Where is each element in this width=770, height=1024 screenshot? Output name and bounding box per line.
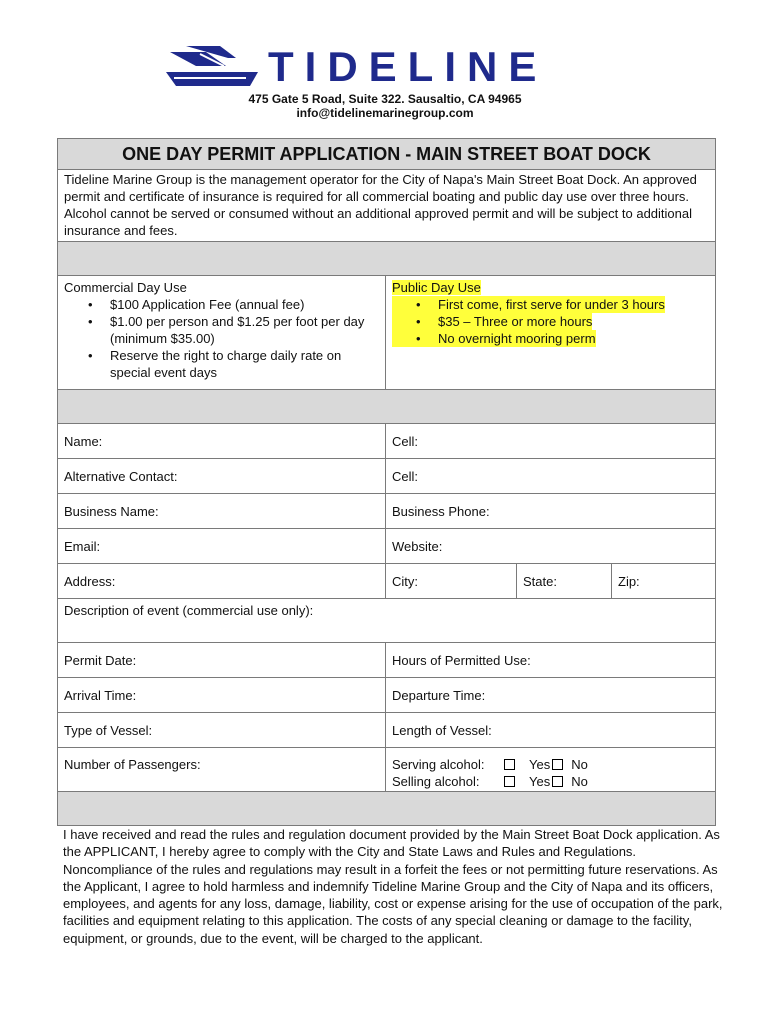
form-title: ONE DAY PERMIT APPLICATION - MAIN STREET BOAT DOCK [58, 139, 716, 170]
selling-no-checkbox[interactable] [552, 776, 563, 787]
website-field[interactable]: Website: [386, 529, 716, 564]
selling-alcohol-row [392, 773, 709, 790]
serving-no-checkbox[interactable] [552, 759, 563, 770]
cell-field[interactable]: Cell: [386, 424, 716, 459]
arrival-time-field[interactable]: Arrival Time: [58, 678, 386, 713]
public-heading: Public Day Use [392, 280, 481, 295]
agreement-text: I have received and read the rules and regulation document provided by the Main Street Boat Dock application. As the APPLICANT, I hereby agree to comply with the City and State Laws and Rules and Regulations. Noncompliance of the rules and regulations may result in a forfeit the fees or not permitting future reservations. As the Applicant, I agree to hold harmless and indemnify Tideline Marine Group and the City of Napa and its officers, employees, and agents for any loss, damage, liability, cost or expense arising for the use of occupation of the park, facilities and equipment relating to this application. The costs of any special cleaning or damage to the facility, equipment, or grounds, due to the event, will be charged to the applicant. [63, 827, 723, 946]
vessel-type-field[interactable]: Type of Vessel: [58, 713, 386, 748]
serving-alcohol-label: Serving alcohol: [392, 757, 485, 772]
city-field[interactable]: City: [386, 564, 517, 599]
business-name-field[interactable]: Business Name: [58, 494, 386, 529]
shaded-divider [58, 390, 716, 424]
address-field[interactable]: Address: [58, 564, 386, 599]
shaded-divider [58, 792, 716, 826]
name-field[interactable]: Name: [58, 424, 386, 459]
public-item: • No overnight mooring perm [392, 330, 596, 347]
public-item: • $35 – Three or more hours [392, 313, 592, 330]
passengers-field[interactable]: Number of Passengers: [58, 748, 386, 792]
shaded-divider [58, 242, 716, 276]
logo-wordmark: TIDELINE [268, 43, 548, 90]
email-field[interactable]: Email: [58, 529, 386, 564]
departure-time-field[interactable]: Departure Time: [386, 678, 716, 713]
selling-yes-checkbox[interactable] [504, 776, 515, 787]
commercial-item: • Reserve the right to charge daily rate on special event days [64, 347, 379, 381]
permit-form [57, 138, 715, 826]
alternative-contact-field[interactable]: Alternative Contact: [58, 459, 386, 494]
state-field[interactable]: State: [517, 564, 612, 599]
hours-field[interactable]: Hours of Permitted Use: [386, 643, 716, 678]
zip-field[interactable]: Zip: [612, 564, 716, 599]
serving-no-label: No [571, 757, 588, 772]
serving-yes-label: Yes [529, 757, 551, 772]
intro-text: Tideline Marine Group is the management operator for the City of Napa's Main Street Boat Dock. An approved permit and certificate of insurance is required for all commercial boating and public day use over three hours. Alcohol cannot be served or consumed without an additional approved permit and will be subject to additional insurance and fees. [58, 170, 716, 242]
serving-yes-checkbox[interactable] [504, 759, 515, 770]
public-day-use [386, 276, 716, 390]
permit-date-field[interactable]: Permit Date: [58, 643, 386, 678]
commercial-heading: Commercial Day Use [64, 280, 187, 295]
public-item: • First come, first serve for under 3 hours [392, 296, 665, 313]
company-address: 475 Gate 5 Road, Suite 322. Sausaltio, CA 94965 [248, 92, 522, 106]
serving-alcohol-row [392, 756, 709, 773]
permit-table [57, 138, 716, 826]
commercial-item: • $1.00 per person and $1.25 per foot per day (minimum $35.00) [64, 313, 379, 347]
alt-cell-field[interactable]: Cell: [386, 459, 716, 494]
commercial-day-use [58, 276, 386, 390]
commercial-item: • $100 Application Fee (annual fee) [64, 296, 379, 313]
business-phone-field[interactable]: Business Phone: [386, 494, 716, 529]
event-description-field[interactable]: Description of event (commercial use only): [58, 599, 716, 643]
vessel-length-field[interactable]: Length of Vessel: [386, 713, 716, 748]
alcohol-section [386, 748, 716, 792]
company-email: info@tidelinemarinegroup.com [296, 106, 474, 120]
selling-yes-label: Yes [529, 774, 551, 789]
selling-alcohol-label: Selling alcohol: [392, 774, 480, 789]
boat-logo-icon [166, 42, 262, 92]
selling-no-label: No [571, 774, 588, 789]
tideline-logo [166, 42, 606, 92]
